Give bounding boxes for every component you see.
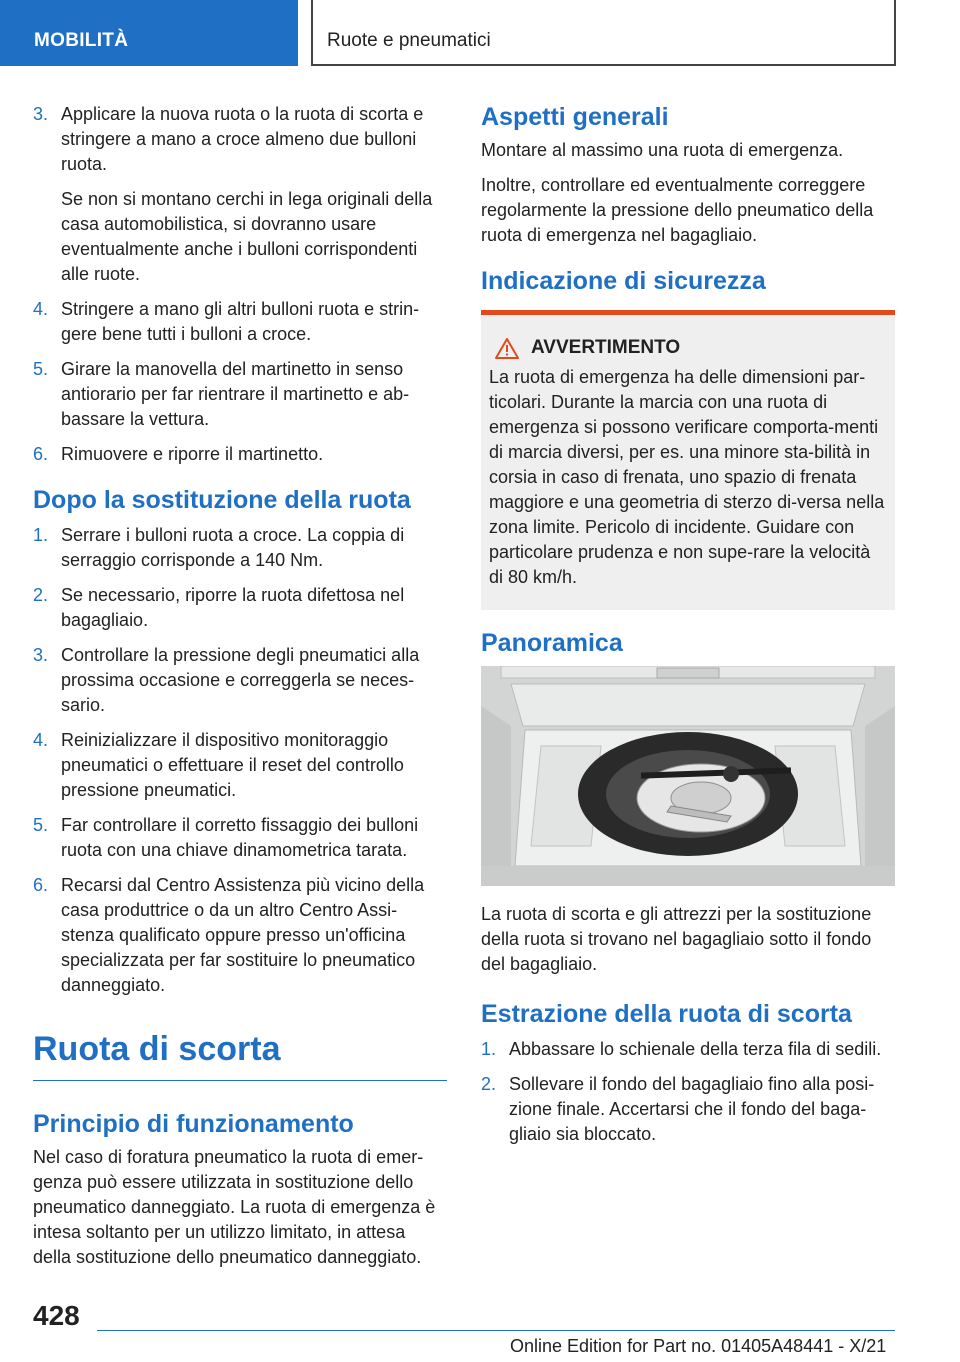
warning-triangle-icon xyxy=(495,338,519,359)
step-text: Recarsi dal Centro Assistenza più vicino della casa produttrice o da un altro Centro Assi-stenza qualificato oppure presso un'officina specializzata per far sostituire lo pneumatico danneggiato. xyxy=(61,875,425,995)
list-item xyxy=(33,873,447,998)
warning-box xyxy=(481,310,895,610)
chapter-title: Ruota di scorta xyxy=(33,1028,447,1081)
list-item xyxy=(33,583,447,633)
step-text: Serrare i bulloni ruota a croce. La coppia di serraggio corrisponde a 140 Nm. xyxy=(61,525,405,570)
footer-divider xyxy=(97,1330,895,1331)
list-item xyxy=(33,813,447,863)
principle-text: Nel caso di foratura pneumatico la ruota di emer-genza può essere utilizzata in sostituzione dello pneumatico danneggiato. La ruota di emergenza è intesa soltanto per un utilizzo limitato, in attesa della sostituzione dello pneumatico danneggiato. xyxy=(33,1147,436,1267)
step-text: Applicare la nuova ruota o la ruota di scorta e stringere a mano a croce almeno due bulloni ruota. xyxy=(61,104,424,174)
step-number: 2. xyxy=(33,585,49,605)
page-number: 428 xyxy=(33,1300,80,1331)
step-text: Sollevare il fondo del bagagliaio fino alla posi-zione finale. Accertarsi che il fondo del baga-gliaio sia bloccato. xyxy=(509,1074,875,1144)
list-item xyxy=(481,1037,895,1062)
step-text: Se necessario, riporre la ruota difettosa nel bagagliaio. xyxy=(61,585,405,630)
step-number: 3. xyxy=(33,645,49,665)
header-chapter-box xyxy=(311,0,896,66)
footer-edition: Online Edition for Part no. 01405A48441 - X/21 xyxy=(510,1336,887,1356)
step-note: Se non si montano cerchi in lega originali della casa automobilistica, si dovranno usare eventualmente anche i bulloni corrispondenti alle ruote. xyxy=(61,189,433,284)
step-number: 6. xyxy=(33,875,49,895)
step-number: 1. xyxy=(481,1039,497,1059)
step-number: 1. xyxy=(33,525,49,545)
overview-heading: Panoramica xyxy=(481,629,623,657)
general-heading: Aspetti generali xyxy=(481,103,669,131)
step-number: 4. xyxy=(33,730,49,750)
step-text: Far controllare il corretto fissaggio dei bulloni ruota con una chiave dinamometrica tarata. xyxy=(61,815,419,860)
list-item xyxy=(33,102,447,287)
warning-title: AVVERTIMENTO xyxy=(531,337,681,358)
step-number: 4. xyxy=(33,299,49,319)
general-paragraph-2: Inoltre, controllare ed eventualmente correggere regolarmente la pressione dello pneumatico della ruota di emergenza nel bagagliaio. xyxy=(481,175,874,245)
step-text: Controllare la pressione degli pneumatici alla prossima occasione e correggerla se neces-sario. xyxy=(61,645,420,715)
warning-title-row xyxy=(489,337,887,359)
step-text: Abbassare lo schienale della terza fila di sedili. xyxy=(509,1039,882,1059)
general-paragraph-1: Montare al massimo una ruota di emergenza. xyxy=(481,140,844,160)
safety-heading: Indicazione di sicurezza xyxy=(481,267,766,295)
list-item xyxy=(481,1072,895,1147)
header-section-label: MOBILITÀ xyxy=(34,30,129,51)
step-text: Rimuovere e riporre il martinetto. xyxy=(61,444,324,464)
step-text: Girare la manovella del martinetto in senso antiorario per far rientrare il martinetto e ab-bassare la vettura. xyxy=(61,359,410,429)
extract-heading: Estrazione della ruota di scorta xyxy=(481,1000,852,1028)
list-item xyxy=(33,297,447,347)
list-item xyxy=(33,357,447,432)
step-number: 5. xyxy=(33,359,49,379)
header-section-tab xyxy=(0,0,298,66)
figure-caption: La ruota di scorta e gli attrezzi per la sostituzione della ruota si trovano nel bagagliaio sotto il fondo del bagagliaio. xyxy=(481,904,872,974)
right-column xyxy=(481,102,895,1157)
warning-text: La ruota di emergenza ha delle dimensioni par-ticolari. Durante la marcia con una ruota di emergenza si possono verificare comporta-menti di marcia diversi, per es. una minore sta-bilità in corsia in caso di frenata, uno spazio di frenata maggiore e una geometria di sterzo di-versa nella zona limite. Pericolo di incidente. Guidare con particolare prudenza e non supe-rare la velocità di 80 km/h. xyxy=(489,367,885,587)
spare-wheel-illustration xyxy=(481,666,895,886)
step-number: 2. xyxy=(481,1074,497,1094)
step-text: Stringere a mano gli altri bulloni ruota e strin-gere bene tutti i bulloni a croce. xyxy=(61,299,420,344)
step-number: 3. xyxy=(33,104,49,124)
list-item xyxy=(33,728,447,803)
trunk-spare-wheel-image xyxy=(481,666,895,886)
header-chapter-label: Ruote e pneumatici xyxy=(327,30,491,51)
list-item xyxy=(33,442,447,467)
step-number: 6. xyxy=(33,444,49,464)
list-item xyxy=(33,643,447,718)
step-number: 5. xyxy=(33,815,49,835)
step-text: Reinizializzare il dispositivo monitoraggio pneumatici o effettuare il reset del controllo pressione pneumatici. xyxy=(61,730,404,800)
left-column xyxy=(33,102,447,1280)
list-item xyxy=(33,523,447,573)
section-heading-after-change: Dopo la sostituzione della ruota xyxy=(33,486,411,514)
principle-heading: Principio di funzionamento xyxy=(33,1110,354,1138)
